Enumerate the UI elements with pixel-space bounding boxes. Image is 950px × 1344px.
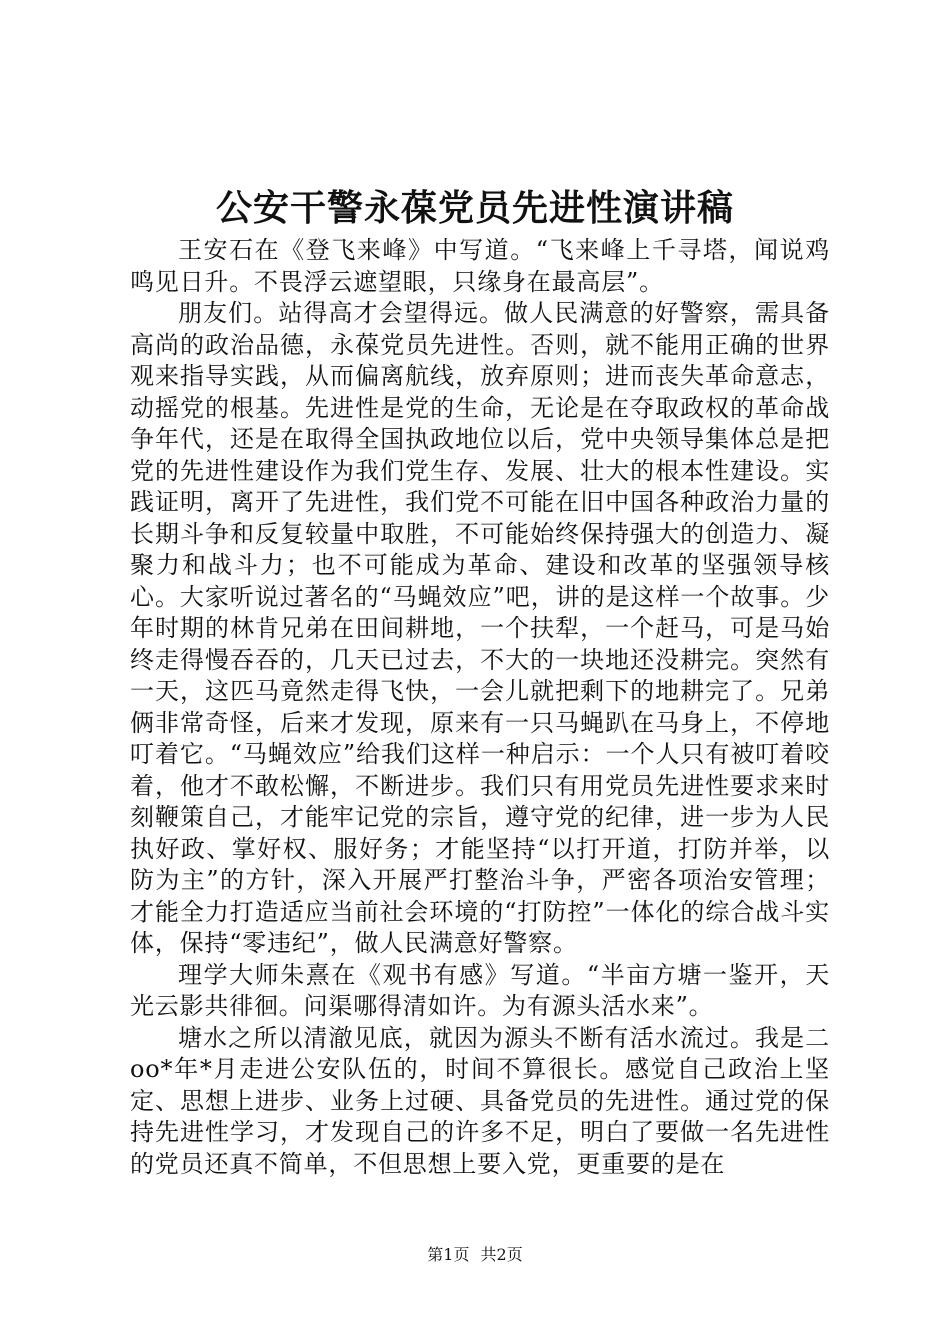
paragraph: 塘水之所以清澈见底，就因为源头不断有活水流过。我是二oo*年*月走进公安队伍的，时间不算很长。感觉自己政治上坚定、思想上进步、业务上过硬、具备党员的先进性。通过党的保持先进性学习，才发现自己的许多不足，明白了要做一名先进性的党员还真不简单，不但思想上要入党，更重要的是在 bbox=[130, 1023, 830, 1178]
paragraph: 理学大师朱熹在《观书有感》写道。“半亩方塘一鉴开，天光云影共徘徊。问渠哪得清如许。为有源头活水来”。 bbox=[130, 960, 830, 1020]
page-footer bbox=[0, 1243, 950, 1267]
document-body bbox=[130, 235, 830, 1180]
document-title: 公安干警永葆党员先进性演讲稿 bbox=[215, 187, 734, 229]
page-number: 第1页 bbox=[427, 1245, 470, 1264]
paragraph: 朋友们。站得高才会望得远。做人民满意的好警察，需具备高尚的政治品德，永葆党员先进性。否则，就不能用正确的世界观来指导实践，从而偏离航线，放弃原则；进而丧失革命意志，动摇党的根基。先进性是党的生命，无论是在夺取政权的革命战争年代，还是在取得全国执政地位以后，党中央领导集体总是把党的先进性建设作为我们党生存、发展、壮大的根本性建设。实践证明，离开了先进性，我们党不可能在旧中国各种政治力量的长期斗争和反复较量中取胜，不可能始终保持强大的创造力、凝聚力和战斗力；也不可能成为革命、建设和改革的坚强领导核心。大家听说过著名的“马蝇效应”吧，讲的是这样一个故事。少年时期的林肯兄弟在田间耕地，一个扶犁，一个赶马，可是马始终走得慢吞吞的，几天已过去，不大的一块地还没耕完。突然有一天，这匹马竟然走得飞快，一会儿就把剩下的地耕完了。兄弟俩非常奇怪，后来才发现，原来有一只马蝇趴在马身上，不停地叮着它。“马蝇效应”给我们这样一种启示：一个人只有被叮着咬着，他才不敢松懈，不断进步。我们只有用党员先进性要求来时刻鞭策自己，才能牢记党的宗旨，遵守党的纪律，进一步为人民执好政、掌好权、服好务；才能坚持“以打开道，打防并举，以防为主”的方针，深入开展严打整治斗争，严密各项治安管理；才能全力打造适应当前社会环境的“打防控”一体化的综合战斗实体，保持“零违纪”，做人民满意好警察。 bbox=[130, 299, 830, 957]
paragraph: 王安石在《登飞来峰》中写道。“飞来峰上千寻塔，闻说鸡鸣见日升。不畏浮云遮望眼，只缘身在最高层”。 bbox=[130, 236, 830, 296]
page-total: 共2页 bbox=[480, 1245, 523, 1264]
